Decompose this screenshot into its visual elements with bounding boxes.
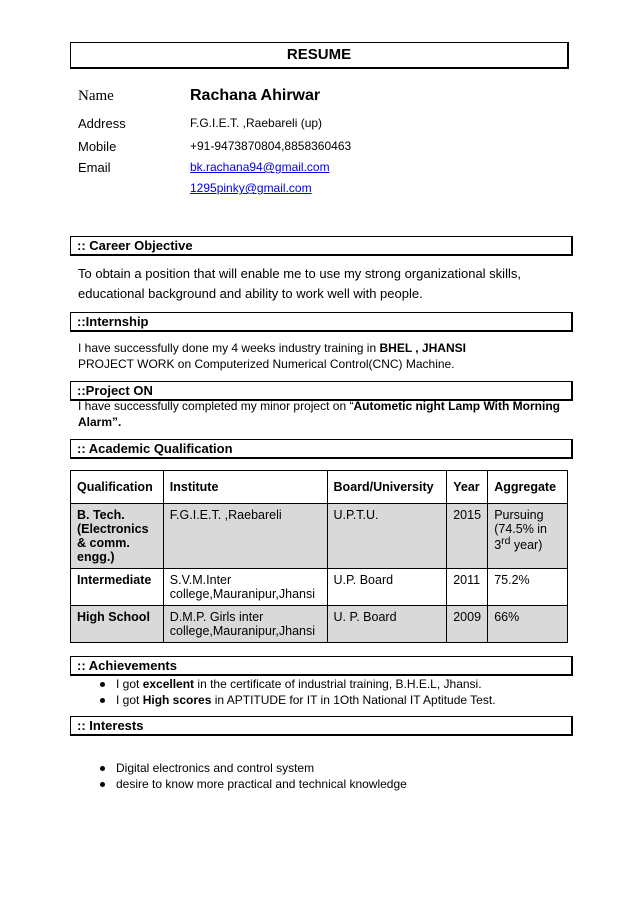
list-item (78, 692, 568, 708)
cell-aggregate (488, 504, 568, 569)
table-row (71, 504, 568, 569)
project-heading: ::Project ON (70, 381, 573, 401)
internship-company: BHEL , JHANSI (379, 341, 466, 355)
cell-aggregate: 66% (488, 606, 568, 643)
cell-institute: F.G.I.E.T. ,Raebareli (163, 504, 327, 569)
academic-heading: :: Academic Qualification (70, 439, 573, 459)
table-row (71, 606, 568, 643)
achievement-2-pre: I got (116, 693, 143, 707)
achievement-1-post: in the certificate of industrial training, B.H.E.L, Jhansi. (194, 677, 482, 691)
col-header-qualification: Qualification (71, 471, 164, 504)
resume-title: RESUME (70, 42, 569, 69)
email-1-link[interactable]: bk.rachana94@gmail.com (190, 160, 330, 174)
email-1-wrap (190, 160, 330, 174)
achievement-2-post: in APTITUDE for IT in 1Oth National IT Aptitude Test. (211, 693, 496, 707)
cell-year: 2011 (447, 569, 488, 606)
project-title-part: Autometic night Lamp With Morning (353, 399, 560, 413)
list-item (78, 676, 568, 692)
aggregate-tail: year) (510, 538, 543, 553)
aggregate-sup: rd (501, 536, 511, 547)
achievement-2-bold: High scores (142, 693, 212, 707)
name-label: Name (78, 88, 114, 104)
email-2-wrap (190, 181, 312, 195)
internship-line-2: PROJECT WORK on Computerized Numerical Control(CNC) Machine. (78, 357, 455, 371)
address-label: Address (78, 116, 126, 131)
project-line-1-text: I have successfully completed my minor project on “ (78, 399, 354, 413)
career-line-1: To obtain a position that will enable me to use my strong organizational skills, (78, 266, 521, 281)
aggregate-text: Pursuing (74.5% in 3 (494, 508, 548, 553)
achievement-1-bold: excellent (142, 677, 195, 691)
internship-line-1-text: I have successfully done my 4 weeks industry training in (78, 341, 380, 355)
address-value: F.G.I.E.T. ,Raebareli (up) (190, 116, 323, 130)
col-header-year: Year (447, 471, 488, 504)
achievements-heading: :: Achievements (70, 656, 573, 676)
cell-institute: D.M.P. Girls inter college,Mauranipur,Jhansi (163, 606, 327, 643)
academic-header-row (71, 471, 568, 504)
cell-aggregate: 75.2% (488, 569, 568, 606)
academic-table (70, 470, 568, 643)
mobile-value: +91-9473870804,8858360463 (190, 139, 352, 153)
col-header-board: Board/University (327, 471, 447, 504)
cell-year: 2009 (447, 606, 488, 643)
internship-line-1 (78, 340, 568, 356)
col-header-aggregate: Aggregate (488, 471, 568, 504)
email-2-link[interactable]: 1295pinky@gmail.com (190, 181, 312, 195)
cell-qualification: B. Tech. (Electronics & comm. engg.) (71, 504, 164, 569)
table-row (71, 569, 568, 606)
project-title-end: Alarm”. (78, 415, 122, 429)
achievements-list (78, 676, 568, 708)
cell-board: U. P. Board (327, 606, 447, 643)
cell-qualification: Intermediate (71, 569, 164, 606)
email-label: Email (78, 160, 111, 175)
project-line-2 (78, 414, 568, 430)
internship-text (78, 340, 568, 372)
achievement-1-pre: I got (116, 677, 143, 691)
interests-heading: :: Interests (70, 716, 573, 736)
career-objective-text (78, 264, 568, 304)
cell-board: U.P. Board (327, 569, 447, 606)
cell-qualification: High School (71, 606, 164, 643)
career-line-2: educational background and ability to work well with people. (78, 286, 423, 301)
list-item: desire to know more practical and technical knowledge (78, 776, 568, 792)
cell-board: U.P.T.U. (327, 504, 447, 569)
col-header-institute: Institute (163, 471, 327, 504)
list-item: Digital electronics and control system (78, 760, 568, 776)
cell-institute: S.V.M.Inter college,Mauranipur,Jhansi (163, 569, 327, 606)
career-objective-heading: :: Career Objective (70, 236, 573, 256)
cell-year: 2015 (447, 504, 488, 569)
internship-heading: ::Internship (70, 312, 573, 332)
project-line-1 (78, 398, 568, 414)
project-text (78, 398, 568, 430)
mobile-label: Mobile (78, 139, 117, 154)
name-value: Rachana Ahirwar (190, 87, 321, 104)
interests-list (78, 760, 568, 792)
